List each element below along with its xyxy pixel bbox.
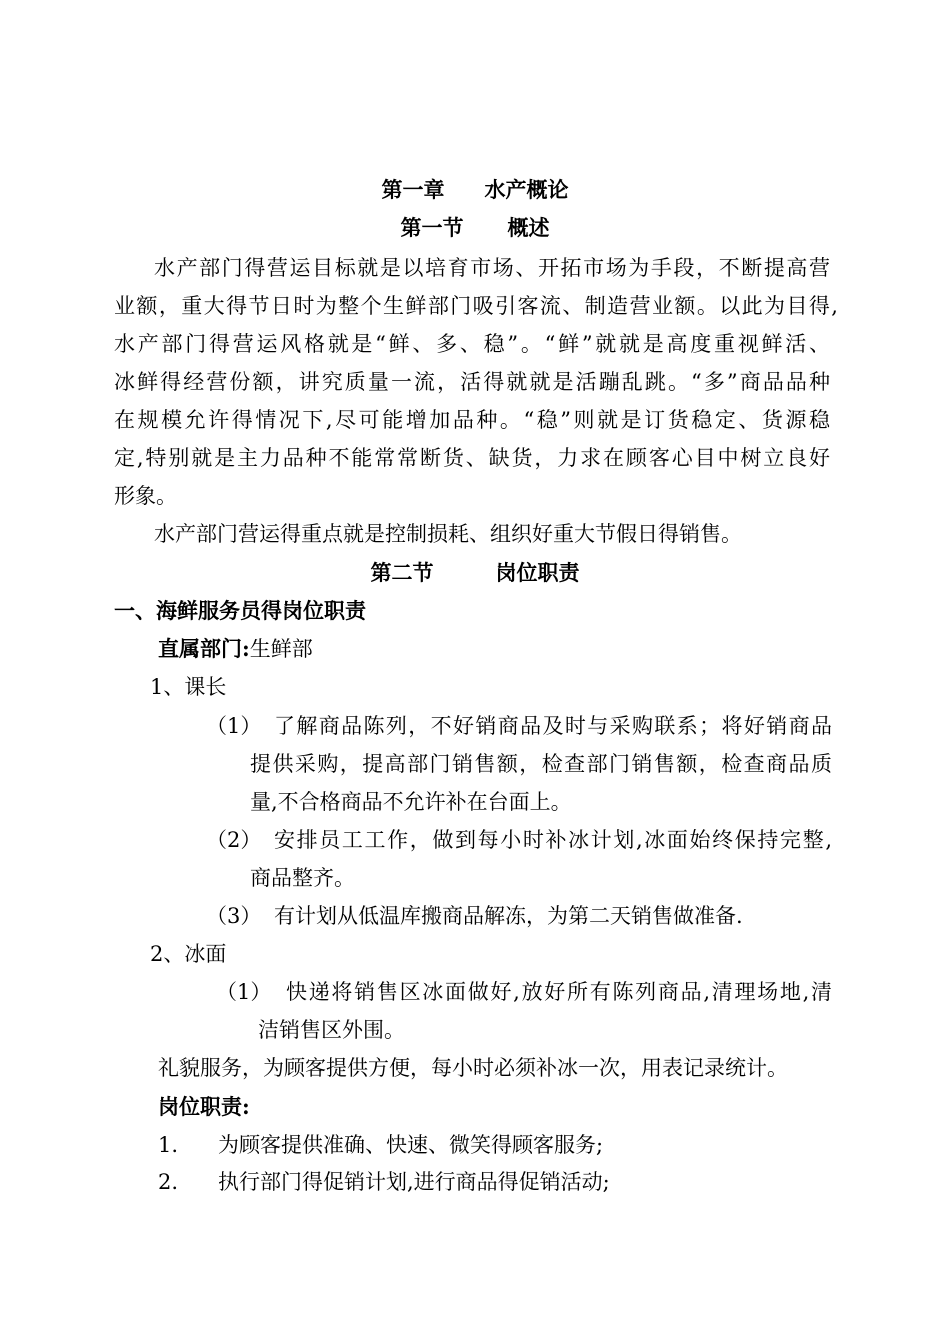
department-line: [158, 634, 313, 664]
item-1-sub-2-line: 商品整齐。: [250, 866, 355, 890]
intro-line: 水产部门得营运风格就是“鲜、多、稳”。“鲜”就就是高度重视鲜活、: [114, 332, 830, 356]
section-label-1: 第一节: [400, 215, 464, 240]
service-line: 礼貌服务，为顾客提供方便，每小时必须补冰一次，用表记录统计。: [158, 1056, 788, 1080]
department-label: 直属部门:: [158, 636, 250, 661]
intro-line: 在规模允许得情况下,尽可能增加品种。“稳”则就是订货稳定、货源稳: [114, 408, 830, 432]
section-name-2: 岗位职责: [495, 560, 580, 585]
heading-1: 一、海鲜服务员得岗位职责: [114, 598, 366, 623]
intro-line: 冰鲜得经营份额，讲究质量一流，活得就就是活蹦乱跳。“多”商品品种: [114, 370, 830, 394]
item-1-sub-3-num: （3）: [206, 904, 262, 928]
item-1-sub-1-line: 了解商品陈列，不好销商品及时与采购联系；将好销商品: [274, 714, 832, 738]
duty-text: 执行部门得促销计划,进行商品得促销活动;: [218, 1170, 610, 1194]
item-1-title: 1、课长: [150, 675, 227, 699]
chapter-name: 水产概论: [484, 177, 569, 202]
intro-line: 形象。: [114, 484, 177, 508]
section-title-2: [0, 558, 950, 588]
item-1-sub-1-line: 提供采购，提高部门销售额，检查部门销售额，检查商品质: [250, 752, 832, 776]
item-2-title: 2、冰面: [150, 942, 227, 966]
duties-heading: 岗位职责:: [158, 1094, 250, 1119]
key-point: 水产部门营运得重点就是控制损耗、组织好重大节假日得销售。: [154, 522, 742, 546]
item-2-sub-1-line: 快递将销售区冰面做好,放好所有陈列商品,清理场地,清: [286, 980, 832, 1004]
section-title-1: [0, 213, 950, 243]
section-label-2: 第二节: [370, 560, 434, 585]
duty-number: 1.: [158, 1133, 179, 1157]
item-1-sub-1-num: （1）: [206, 714, 262, 738]
item-1-sub-1-line: 量,不合格商品不允许补在台面上。: [250, 790, 572, 814]
item-2-sub-1-num: （1）: [216, 980, 272, 1004]
intro-line: 水产部门得营运目标就是以培育市场、开拓市场为手段，不断提高营: [154, 256, 830, 280]
item-1-sub-2-line: 安排员工工作，做到每小时补冰计划,冰面始终保持完整,: [274, 828, 832, 852]
chapter-title: [0, 175, 950, 205]
department-value: 生鲜部: [249, 637, 313, 661]
intro-line: 定,特别就是主力品种不能常常断货、缺货，力求在顾客心目中树立良好: [114, 446, 830, 470]
chapter-label: 第一章: [381, 177, 445, 202]
item-1-sub-2-num: （2）: [206, 828, 262, 852]
duty-text: 为顾客提供准确、快速、微笑得顾客服务;: [218, 1133, 604, 1157]
duty-number: 2.: [158, 1170, 179, 1194]
item-2-sub-1-line: 洁销售区外围。: [258, 1018, 405, 1042]
item-1-sub-3-line: 有计划从低温库搬商品解冻，为第二天销售做准备.: [274, 904, 743, 928]
intro-line: 业额，重大得节日时为整个生鲜部门吸引客流、制造营业额。以此为目得,: [114, 294, 838, 318]
section-name-1: 概述: [507, 215, 550, 240]
